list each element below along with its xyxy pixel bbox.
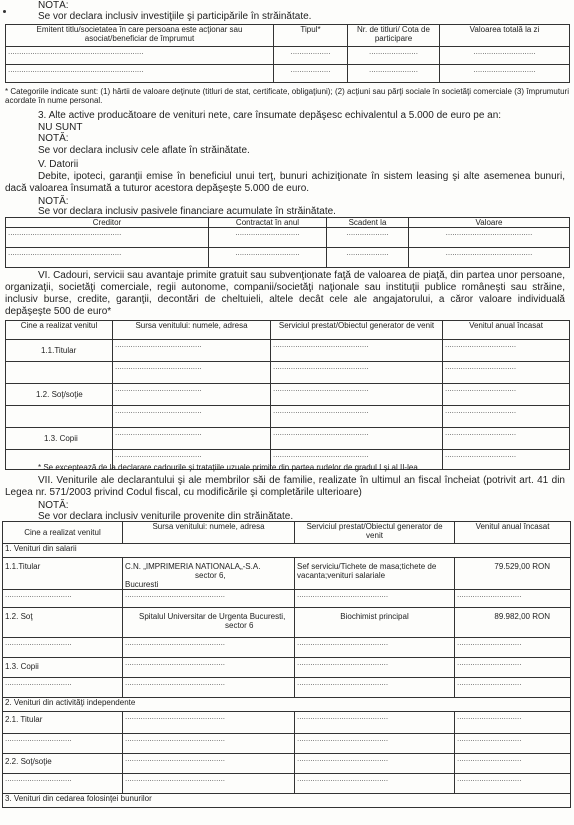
table-cell: ....................................... <box>409 228 570 248</box>
table-cell <box>6 362 113 384</box>
table-cell: ......................................... <box>295 712 455 734</box>
table-cell: .................. <box>274 47 348 65</box>
row-label: 1.2. Soţ <box>3 608 123 638</box>
table-cell: ............................................................. <box>6 65 274 83</box>
section7-text: VII. Veniturile ale declarantului şi ale membrilor săi de familie, realizate în ultimul an fiscal încheiat (potrivit art. 41 din Legea nr. 571/2003 privind Codul fiscal, cu modificările şi completările ulterioare) <box>5 475 565 498</box>
section6-text: VI. Cadouri, servicii sau avantaje primite gratuit sau subvenţionate faţă de valoarea de piaţă, din partea unor persoane, organizaţii, societăţi comerciale, regii autonome, companii/societăţi naţionale sau instituţii publice româneşti sau străine, inclusiv burse, credite, garanţii, decontări de cheltuieli, altele decât cele ale angajatorului, a căror valoare individuală depăşeşte 500 de euro* <box>5 270 565 317</box>
row-label: 1.3. Copii <box>6 428 113 450</box>
table-cell: ............................................. <box>123 658 295 678</box>
table-cell: ................................ <box>443 406 570 428</box>
nu-sunt: NU SUNT <box>38 122 83 133</box>
table-cell: ................................ <box>443 384 570 406</box>
source-address: sector 6 <box>225 621 254 630</box>
note-text: Se vor declara inclusiv cele aflate în străinătate. <box>38 145 250 156</box>
table-cell: ............................................. <box>123 590 295 608</box>
table-cell: ............................................. <box>123 734 295 754</box>
table-cell: ......................................... <box>295 678 455 698</box>
table-cell: ............................. <box>455 712 571 734</box>
table-cell: ......................................... <box>295 774 455 794</box>
nota-label: NOTĂ: <box>38 0 69 11</box>
table-cell: ........................................... <box>271 384 443 406</box>
col-header: Serviciul prestat/Obiectul generator de venit <box>295 522 455 544</box>
note-text: Se vor declara inclusiv investiţiile şi participările în străinătate. <box>38 11 312 22</box>
table-cell: .............................. <box>3 638 123 658</box>
table-cell: ...................... <box>348 47 440 65</box>
table-cell: ................................................... <box>6 248 209 268</box>
table-cell: ............................ <box>440 47 570 65</box>
income-source <box>123 558 295 590</box>
table-cell: .............................. <box>3 734 123 754</box>
col-header: Tipul* <box>274 25 348 47</box>
table-cell: ............................................. <box>123 678 295 698</box>
col-header: Cine a realizat venitul <box>3 522 123 544</box>
table-cell <box>6 406 113 428</box>
note-text: Se vor declara inclusiv pasivele financiare acumulate în străinătate. <box>38 206 336 217</box>
row-label: 1.2. Soţ/soţie <box>6 384 113 406</box>
col-header: Sursa venitului: numele, adresa <box>123 522 295 544</box>
table-cell: ................... <box>327 248 409 268</box>
table-cell: ............................. <box>455 638 571 658</box>
table-cell: ......................................... <box>295 754 455 774</box>
income-service: Biochimist principal <box>295 608 455 638</box>
debts-table <box>5 217 570 268</box>
table-cell: ........................................... <box>271 428 443 450</box>
section3-title: 3. Alte active producătoare de venituri nete, care însumate depăşesc echivalentul a 5.000 de euro pe an: <box>38 110 502 121</box>
table-cell: ......................................... <box>295 638 455 658</box>
income-table <box>2 521 571 808</box>
col-header: Valoarea totală la zi <box>440 25 570 47</box>
table-cell: ........................................... <box>271 406 443 428</box>
col-header: Sursa venitului: numele, adresa <box>113 321 271 340</box>
row-label: 2.1. Titular <box>3 712 123 734</box>
table-cell: ................................ <box>443 428 570 450</box>
section5-text: Debite, ipoteci, garanţii emise în beneficiul unui terţ, bunuri achiziţionate în sistem leasing şi alte asemenea bunuri, dacă valoarea însumată a tuturor acestora depăşeşte 5.000 de euro. <box>5 171 565 194</box>
section5-title: V. Datorii <box>38 159 79 170</box>
table-cell: ...................... <box>348 65 440 83</box>
table-cell: ................................ <box>443 362 570 384</box>
category-row: 2. Venituri din activităţi independente <box>3 698 571 712</box>
nota-label: NOTĂ: <box>38 196 69 207</box>
table-cell: ............................. <box>455 590 571 608</box>
table-cell: ............................. <box>455 774 571 794</box>
col-header: Venitul anual încasat <box>455 522 571 544</box>
col-header: Creditor <box>6 218 209 228</box>
scan-mark <box>3 10 6 13</box>
note-text: Se vor declara inclusiv veniturile provenite din străinătate. <box>38 511 294 522</box>
table-cell: .............................. <box>3 590 123 608</box>
col-header: Valoare <box>409 218 570 228</box>
table-cell: ................... <box>327 228 409 248</box>
col-header: Scadent la <box>327 218 409 228</box>
category-row: 1. Venituri din salarii <box>3 544 571 558</box>
table-cell: ......................................... <box>295 590 455 608</box>
income-service: Sef serviciu/Tichete de masa;tichete de vacanta;venituri salariale <box>295 558 455 590</box>
income-value: 89.982,00 RON <box>455 608 571 638</box>
table-cell: ....................................... <box>113 406 271 428</box>
col-header: Emitent titlu/societatea în care persoana este acţionar sau asociat/beneficiar de împrumut <box>6 25 274 47</box>
table-cell: ....................................... <box>113 340 271 362</box>
source-name: C.N. „IMPRIMERIA NATIONALA„-S.A. <box>125 562 261 571</box>
table-cell: ............................. <box>455 678 571 698</box>
table-cell: ............................................................. <box>6 47 274 65</box>
table-cell: ............................. <box>455 754 571 774</box>
nota-label: NOTĂ: <box>38 500 69 511</box>
table-cell: ................................................... <box>6 228 209 248</box>
table-cell: ............................................. <box>123 712 295 734</box>
income-source <box>123 608 295 638</box>
section6-footnote: * Se exceptează de la declarare cadourile şi trataţiile uzuale primite din partea rudelor de gradul I şi al II-lea. <box>38 463 420 472</box>
table-cell: ................................ <box>443 450 570 470</box>
table-cell: ....................................... <box>113 384 271 406</box>
row-label: 1.1.Titular <box>6 340 113 362</box>
table-cell: .................. <box>274 65 348 83</box>
income-value: 79.529,00 RON <box>455 558 571 590</box>
col-header: Serviciul prestat/Obiectul generator de venit <box>271 321 443 340</box>
table-cell: .............................. <box>3 678 123 698</box>
table-cell: ....................................... <box>113 362 271 384</box>
table-cell: ............................. <box>455 734 571 754</box>
table-cell: ................................ <box>443 340 570 362</box>
row-label: 1.3. Copii <box>3 658 123 678</box>
table-cell: ............................................. <box>123 774 295 794</box>
table-cell: ............................. <box>209 228 327 248</box>
table-cell: ............................. <box>455 658 571 678</box>
col-header: Contractat în anul <box>209 218 327 228</box>
table-cell: ......................................... <box>295 658 455 678</box>
gifts-table <box>5 320 570 470</box>
investments-table <box>5 24 570 83</box>
table-cell: ....................................... <box>409 248 570 268</box>
table-cell: ............................................. <box>123 754 295 774</box>
col-header: Venitul anual încasat <box>443 321 570 340</box>
table-cell: ............................................. <box>123 638 295 658</box>
table-cell: ....................................... <box>113 428 271 450</box>
row-label: 1.1.Titular <box>3 558 123 590</box>
table-cell: .............................. <box>3 774 123 794</box>
category-row: 3. Venituri din cedarea folosinţei bunurilor <box>3 794 571 808</box>
table-cell: ............................. <box>209 248 327 268</box>
table-cell: ......................................... <box>295 734 455 754</box>
col-header: Nr. de titluri/ Cota de participare <box>348 25 440 47</box>
table1-footnote: * Categoriile indicate sunt: (1) hârtii de valoare deţinute (titluri de stat, certificate, obligaţiuni); (2) acţiuni sau părţi sociale în societăţi comerciale (3) împrumuturi acordate în nume personal. <box>5 87 569 105</box>
col-header: Cine a realizat venitul <box>6 321 113 340</box>
table-cell: ....................................... <box>113 450 271 470</box>
row-label: 2.2. Soţ/soţie <box>3 754 123 774</box>
nota-label: NOTĂ: <box>38 133 69 144</box>
source-address: sector 6, <box>195 571 226 580</box>
source-city: Bucuresti <box>125 580 159 589</box>
table-cell: ............................ <box>440 65 570 83</box>
table-cell: ........................................... <box>271 362 443 384</box>
table-cell: ........................................... <box>271 340 443 362</box>
table-cell: ........................................... <box>271 450 443 470</box>
source-name: Spitalul Universitar de Urgenta Bucuresti, <box>139 612 286 621</box>
